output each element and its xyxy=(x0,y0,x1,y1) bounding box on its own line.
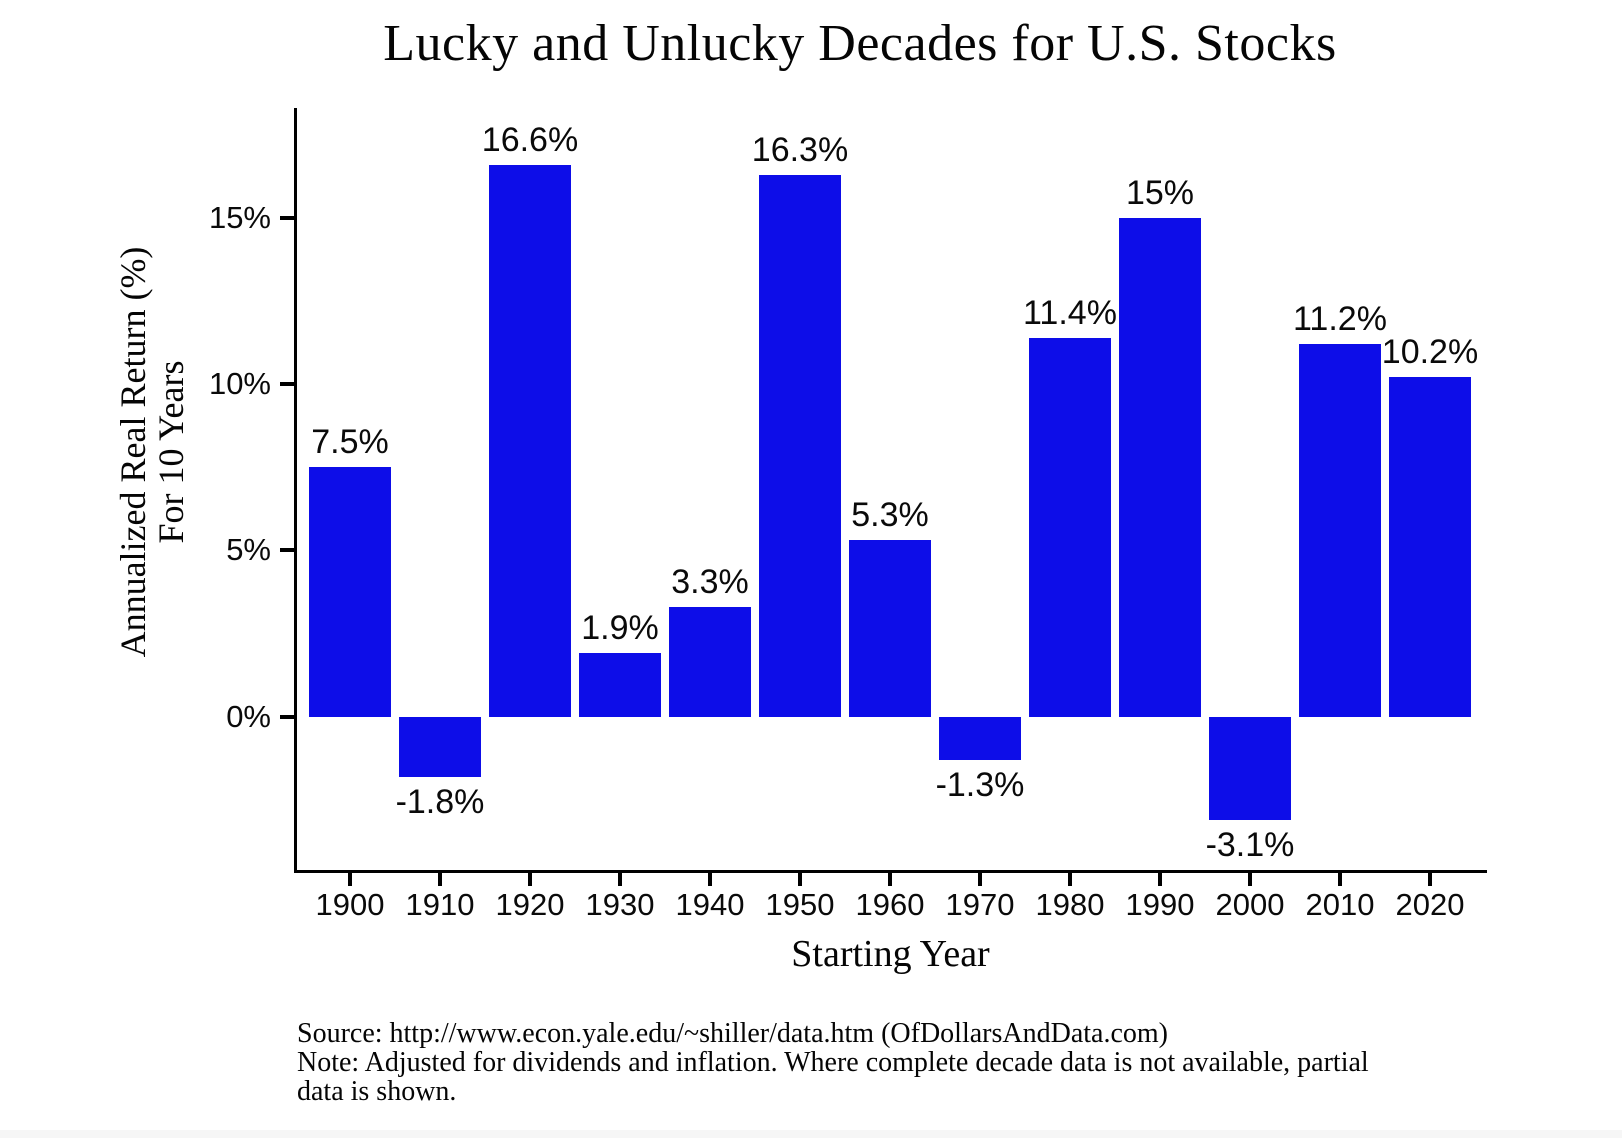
bar-1990 xyxy=(1119,218,1201,717)
xtick-mark-2020 xyxy=(1428,873,1432,886)
source-note xyxy=(297,1020,1377,1106)
ytick-label-15%: 15% xyxy=(208,199,271,235)
xtick-label-2010: 2010 xyxy=(1305,887,1375,922)
xtick-label-1990: 1990 xyxy=(1125,887,1195,922)
xtick-mark-2010 xyxy=(1338,873,1342,886)
value-label-2010: 11.2% xyxy=(1293,300,1387,339)
xtick-mark-1960 xyxy=(888,873,892,886)
bar-1910 xyxy=(399,717,481,777)
x-axis-title: Starting Year xyxy=(791,933,990,975)
bar-2000 xyxy=(1209,717,1291,820)
value-label-1950: 16.3% xyxy=(751,130,849,169)
xtick-mark-1940 xyxy=(708,873,712,886)
value-label-1980: 11.4% xyxy=(1023,293,1117,332)
ytick-label-0%: 0% xyxy=(226,698,271,734)
value-label-2020: 10.2% xyxy=(1381,333,1479,372)
bar-2010 xyxy=(1299,344,1381,717)
chart-title: Lucky and Unlucky Decades for U.S. Stocks xyxy=(383,15,1337,72)
xtick-label-1930: 1930 xyxy=(585,887,655,922)
xtick-mark-1980 xyxy=(1068,873,1072,886)
xtick-label-1910: 1910 xyxy=(405,887,475,922)
value-label-1900: 7.5% xyxy=(311,423,389,462)
xtick-label-1970: 1970 xyxy=(945,887,1015,922)
xtick-mark-1930 xyxy=(618,873,622,886)
xtick-label-1950: 1950 xyxy=(765,887,835,922)
xtick-mark-1990 xyxy=(1158,873,1162,886)
y-axis-title xyxy=(88,108,218,873)
ytick-mark-10% xyxy=(280,382,297,386)
bar-1930 xyxy=(579,653,661,716)
source-line: Source: http://www.econ.yale.edu/~shiller/data.htm (OfDollarsAndData.com) xyxy=(297,1018,1168,1049)
bar-1960 xyxy=(849,540,931,716)
xtick-mark-1950 xyxy=(798,873,802,886)
value-label-1990: 15% xyxy=(1125,173,1195,212)
value-label-2000: -3.1% xyxy=(1205,825,1295,864)
xtick-label-1980: 1980 xyxy=(1035,887,1105,922)
bar-1940 xyxy=(669,607,751,717)
bar-1950 xyxy=(759,175,841,717)
note-line: Note: Adjusted for dividends and inflation. Where complete decade data is not available, partial data is shown. xyxy=(297,1046,1369,1107)
value-label-1910: -1.8% xyxy=(395,782,485,821)
plot-area xyxy=(208,108,1487,922)
y-axis-title-line2: For 10 Years xyxy=(151,360,191,544)
value-label-1970: -1.3% xyxy=(935,765,1025,804)
ytick-mark-5% xyxy=(280,548,297,552)
ytick-mark-0% xyxy=(280,715,297,719)
bar-1980 xyxy=(1029,338,1111,717)
value-label-1940: 3.3% xyxy=(671,562,749,601)
xtick-label-2020: 2020 xyxy=(1395,887,1465,922)
xtick-label-1960: 1960 xyxy=(855,887,925,922)
value-label-1920: 16.6% xyxy=(481,120,579,159)
xtick-label-1940: 1940 xyxy=(675,887,745,922)
xtick-label-1920: 1920 xyxy=(495,887,565,922)
bar-1900 xyxy=(309,467,391,716)
xtick-mark-1970 xyxy=(978,873,982,886)
ytick-label-10%: 10% xyxy=(208,366,271,402)
value-label-1960: 5.3% xyxy=(851,496,929,535)
xtick-label-1900: 1900 xyxy=(315,887,385,922)
bar-1970 xyxy=(939,717,1021,760)
xtick-label-2000: 2000 xyxy=(1215,887,1285,922)
ytick-mark-15% xyxy=(280,216,297,220)
bottom-strip xyxy=(0,1130,1622,1138)
xtick-mark-1910 xyxy=(438,873,442,886)
y-axis-title-text xyxy=(115,247,191,658)
bar-2020 xyxy=(1389,377,1471,716)
value-label-1930: 1.9% xyxy=(581,609,659,648)
xtick-mark-2000 xyxy=(1248,873,1252,886)
xtick-mark-1900 xyxy=(348,873,352,886)
xtick-mark-1920 xyxy=(528,873,532,886)
ytick-label-5%: 5% xyxy=(226,532,271,568)
y-axis-title-line1: Annualized Real Return (%) xyxy=(113,246,154,658)
